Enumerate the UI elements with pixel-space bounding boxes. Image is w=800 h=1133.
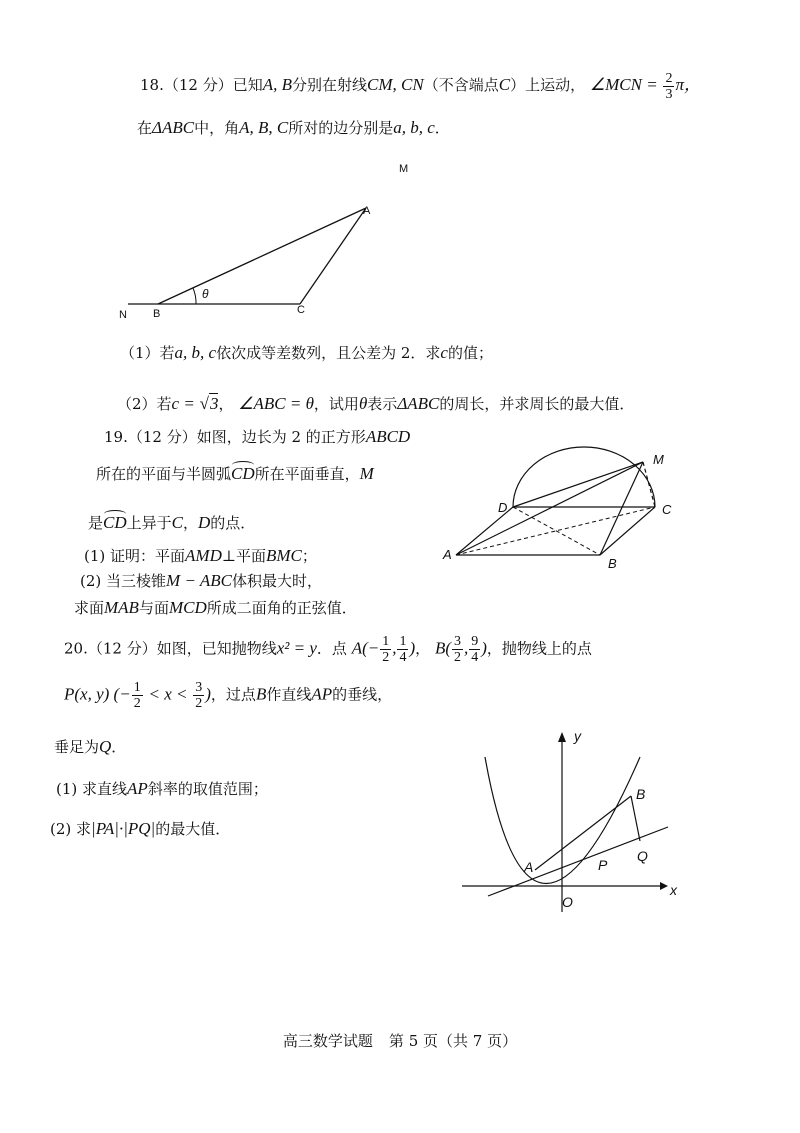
label-theta: θ [202,287,209,301]
label-y: y [574,728,581,744]
label-D19: D [498,500,508,515]
label-B: B [153,308,161,320]
angle-fraction: $\frac{2}{3}$ [665,70,673,102]
footer-page: 第 5 页（共 7 页） [388,1032,518,1050]
label-Q20: Q [637,848,648,864]
q20-line1: 20.（12 分）如图，已知抛物线x² = y．点 A(− $\frac{1}{2}$ , $\frac{1}{4}$ )， B( $\frac{3}{2}$ , $\frac{9}{4}$ )，抛物线上的点 [64,634,592,665]
label-B20: B [636,786,646,802]
q18-part2: （2）若c = √3， ∠ABC = θ，试用θ表示ΔABC的周长，并求周长的最大值． [117,394,635,413]
q19-line1: 19.（12 分）如图，边长为 2 的正方形ABCD [104,427,411,446]
label-A20: A [524,859,534,875]
label-M: M [399,163,409,175]
q20-line2: P(x, y) (− $\frac{1}{2}$ < x < $\frac{3}{2}$ )，过点B作直线AP的垂线， [64,680,393,711]
q19-part2-cont: 求面MAB与面MCD所成二面角的正弦值． [74,598,357,617]
label-M19: M [653,452,664,467]
q19-line2: 所在的平面与半圆弧CD所在平面垂直，M [96,464,374,483]
label-x: x [670,882,677,898]
q18-line2: 在ΔABC中，角A, B, C所对的边分别是a, b, c． [137,118,450,137]
label-P20: P [598,857,608,873]
footer-title: 高三数学试题 [282,1032,373,1050]
label-A19: A [443,547,452,562]
q19-part2: (2) 当三棱锥M − ABC体积最大时， [80,571,322,590]
page-footer [0,1030,800,1051]
label-A: A [363,205,371,217]
q20-line3: 垂足为Q． [54,737,127,756]
q19-part1: (1) 证明：平面AMD⊥平面BMC； [84,546,317,565]
q18-line1: 18.（12 分）已知A, B分别在射线CM, CN（不含端点C）上运动， ∠MCN = $\frac{2}{3}$ π， [140,70,701,102]
label-B19: B [608,556,617,571]
q18-part1: （1）若a, b, c依次成等差数列，且公差为 2．求c的值； [120,343,493,362]
label-C19: C [662,502,672,517]
label-C: C [297,304,305,316]
sqrt-3: √3 [199,394,219,413]
q19-line3: 是CD上异于C，D的点． [88,513,256,532]
q20-part1: (1) 求直线AP斜率的取值范围； [56,779,268,798]
label-N: N [119,309,127,321]
q20-part2: (2) 求|PA|·|PQ|的最大值． [50,819,231,838]
label-O: O [562,894,573,910]
